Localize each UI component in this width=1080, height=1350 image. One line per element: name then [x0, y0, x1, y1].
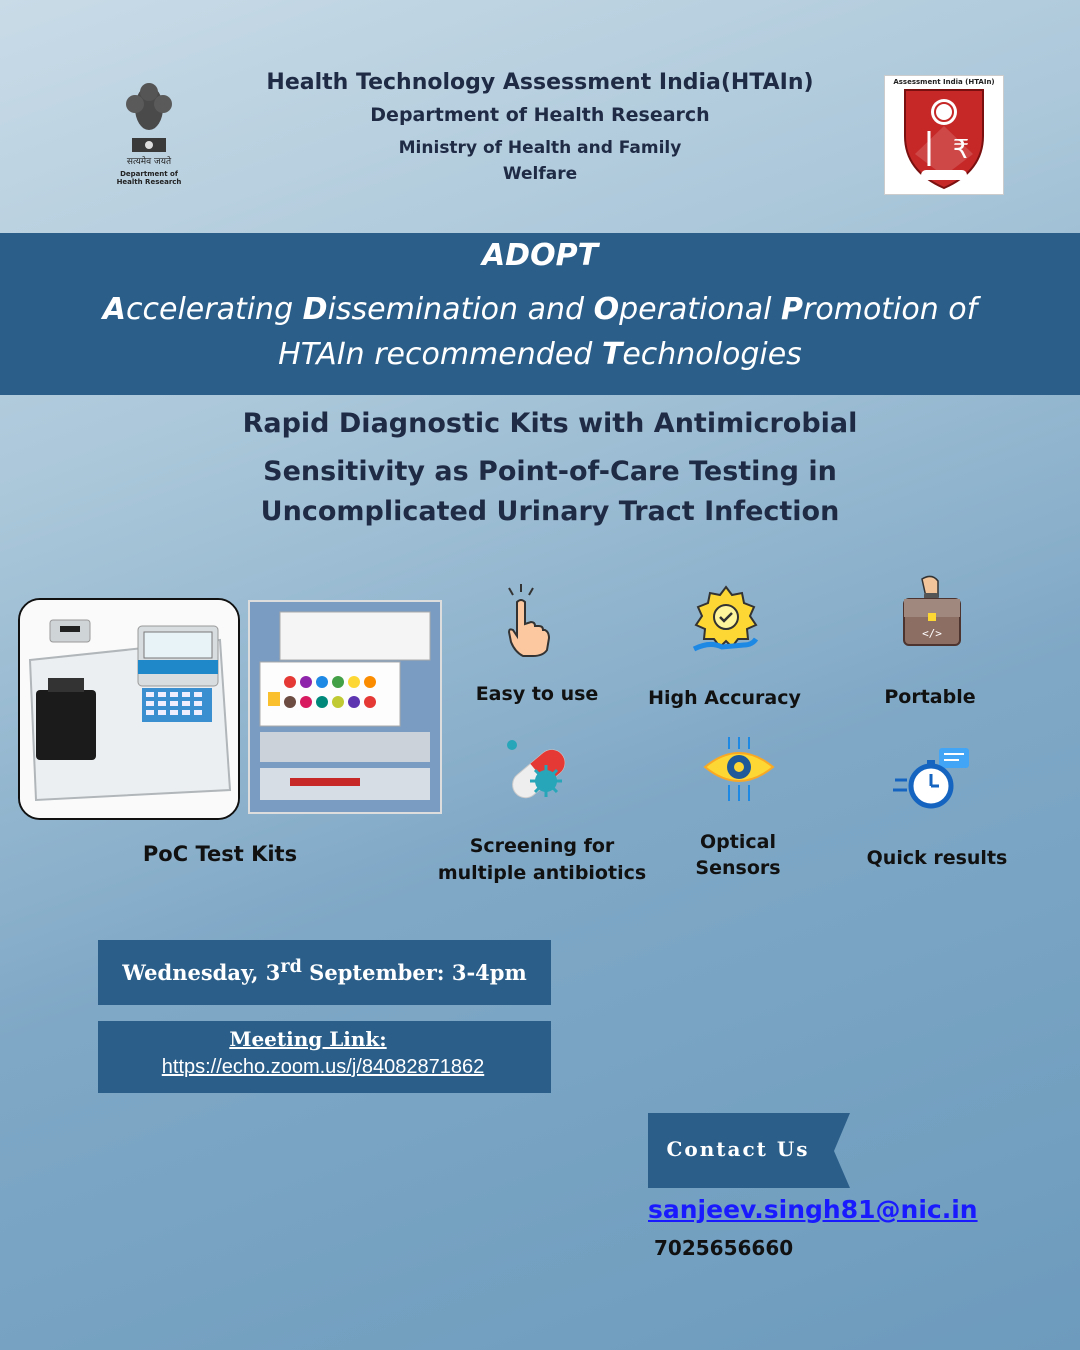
contact-us-title: Contact Us: [666, 1137, 810, 1161]
acronym-letter-a: A: [102, 292, 126, 327]
emblem-caption-line2: Health Research: [116, 178, 182, 186]
feature-portable: Portable: [884, 686, 976, 708]
analyzer-device-icon: [20, 600, 238, 818]
feature-screening-line2: multiple antibiotics: [437, 862, 647, 884]
feature-optical-line2: Sensors: [695, 857, 781, 879]
gov-emblem-logo: [108, 78, 190, 188]
header-org-title: Health Technology Assessment India(HTAIn): [266, 70, 814, 95]
htain-logo: [884, 75, 1004, 195]
accuracy-badge-icon: [686, 583, 766, 663]
test-kit-photo: [248, 600, 442, 814]
kit-box-icon: [250, 602, 440, 812]
acronym-letter-d: D: [302, 292, 328, 327]
topic-line2: Sensitivity as Point-of-Care Testing in: [263, 456, 837, 487]
acronym-word-dissemination: issemination and: [327, 292, 594, 327]
topic-line1: Rapid Diagnostic Kits with Antimicrobial: [242, 408, 858, 439]
emblem-caption-line1: Department of: [120, 170, 178, 178]
contact-email-link[interactable]: sanjeev.singh81@nic.in: [648, 1195, 978, 1224]
pill-bacteria-icon: [498, 733, 578, 813]
adopt-acronym-line1: [0, 292, 1080, 327]
header-ministry-line2: Welfare: [502, 164, 578, 184]
adopt-title: ADOPT: [481, 238, 599, 273]
acronym-letter-t: T: [601, 337, 623, 372]
header-ministry-line1: Ministry of Health and Family: [398, 138, 682, 158]
acronym-word-promotion: romotion of: [803, 292, 978, 327]
feature-easy-to-use: Easy to use: [475, 683, 599, 705]
briefcase-icon: [892, 575, 972, 655]
feature-optical-line1: Optical: [700, 831, 776, 853]
feature-high-accuracy: High Accuracy: [648, 687, 801, 709]
topic-line3: Uncomplicated Urinary Tract Infection: [260, 496, 840, 527]
event-date-ordinal: rd: [280, 957, 302, 977]
acronym-letter-o: O: [593, 292, 620, 327]
meeting-link-label: Meeting Link:: [229, 1027, 387, 1051]
htain-logo-caption: Assessment India (HTAIn): [893, 78, 995, 86]
acronym-word-technologies: echnologies: [622, 337, 802, 372]
svg-text:₹: ₹: [952, 135, 970, 165]
acronym-letter-p: P: [781, 292, 804, 327]
poc-analyzer-photo: [18, 598, 240, 820]
feature-screening-line1: Screening for: [469, 835, 615, 857]
acronym-word-accelerating: ccelerating: [126, 292, 303, 327]
event-date-time: September: 3-4pm: [301, 960, 527, 985]
acronym-word-htain: HTAIn recommended: [278, 337, 602, 372]
tap-hand-icon: [487, 580, 567, 660]
ashoka-emblem-icon: [108, 78, 190, 166]
event-date: [98, 957, 551, 985]
contact-phone: 7025656660: [654, 1236, 794, 1260]
htain-shield-icon: [885, 76, 1003, 194]
stopwatch-icon: [893, 742, 973, 822]
svg-text:सत्यमेव जयते: सत्यमेव जयते: [126, 157, 172, 166]
poc-test-kits-caption: PoC Test Kits: [142, 842, 298, 866]
header-department: Department of Health Research: [370, 104, 710, 126]
optical-eye-icon: [699, 735, 779, 815]
meeting-link-url[interactable]: https://echo.zoom.us/j/84082871862: [161, 1056, 485, 1078]
event-date-prefix: Wednesday, 3: [122, 960, 281, 985]
svg-text:</>: </>: [922, 627, 942, 640]
acronym-word-operational: perational: [619, 292, 782, 327]
feature-quick-results: Quick results: [866, 847, 1008, 869]
adopt-acronym-line2: [0, 337, 1080, 372]
